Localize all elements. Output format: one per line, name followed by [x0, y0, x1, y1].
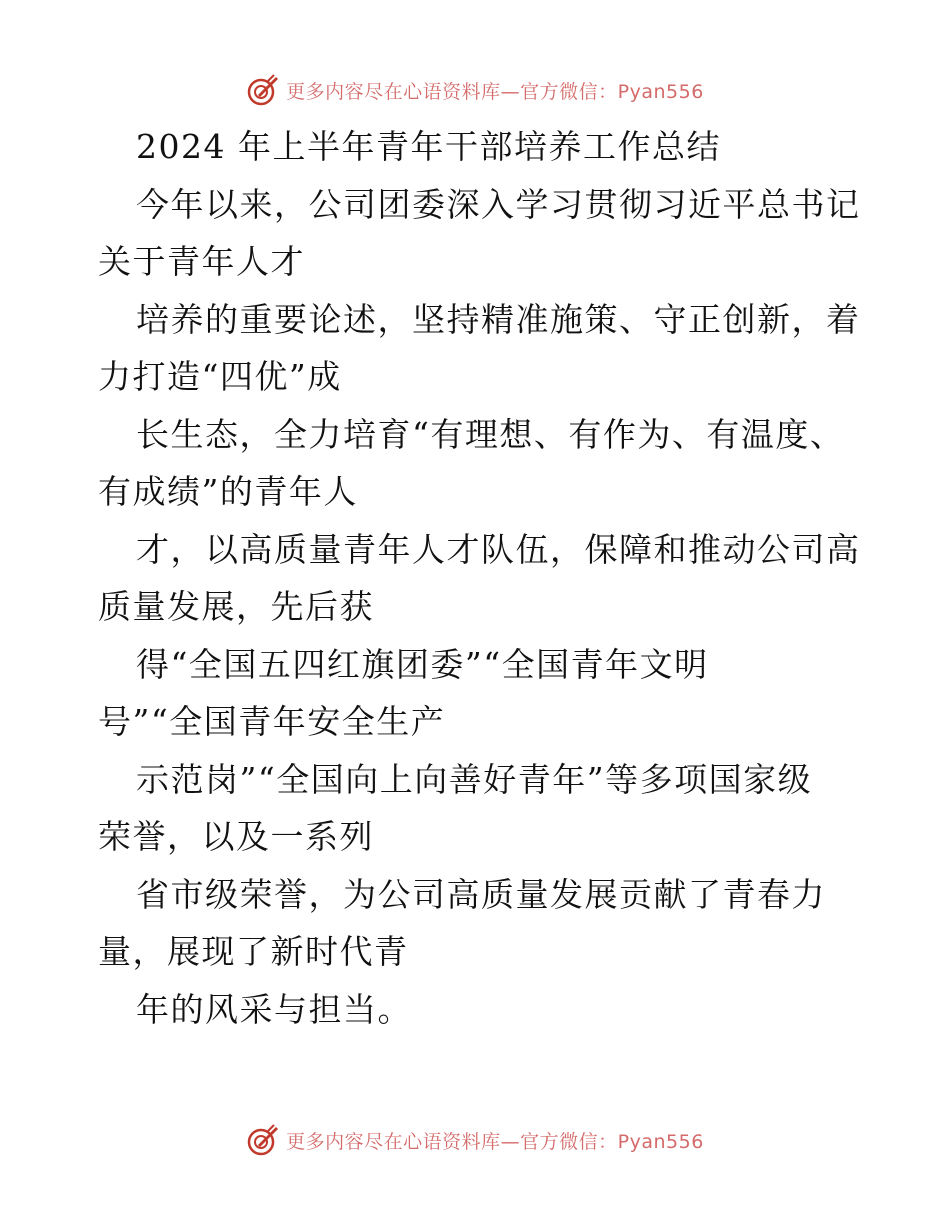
text-line: 力打造“四优”成	[98, 357, 342, 396]
text-line: 荣誉，以及一系列	[98, 817, 374, 856]
text-line: 得“全国五四红旗团委”“全国青年文明	[136, 644, 709, 684]
text-line: 才，以高质量青年人才队伍，保障和推动公司高	[136, 529, 861, 569]
watermark-text: 更多内容尽在心语资料库—官方微信：Pyan556	[286, 1130, 704, 1153]
footer-watermark	[0, 1120, 950, 1160]
text-line: 年的风采与担当。	[136, 989, 412, 1029]
text-line: 有成绩”的青年人	[98, 472, 358, 511]
text-line: 长生态，全力培育“有理想、有作为、有温度、	[136, 414, 845, 454]
text-line: 号”“全国青年安全生产	[98, 702, 446, 741]
document-body	[98, 118, 861, 1038]
text-line: 质量发展，先后获	[98, 587, 374, 626]
text-line: 今年以来，公司团委深入学习贯彻习近平总书记	[136, 184, 861, 224]
document-title: 2024 年上半年青年干部培养工作总结	[136, 127, 721, 166]
text-line: 示范岗”“全国向上向善好青年”等多项国家级	[136, 759, 813, 799]
quill-logo-icon	[246, 73, 280, 107]
text-line: 量，展现了新时代青	[98, 932, 409, 971]
quill-logo-icon	[246, 1123, 280, 1157]
text-line: 关于青年人才	[98, 242, 305, 281]
watermark-text: 更多内容尽在心语资料库—官方微信：Pyan556	[286, 80, 704, 103]
text-line: 省市级荣誉，为公司高质量发展贡献了青春力	[136, 874, 826, 914]
header-watermark	[0, 70, 950, 110]
text-line: 培养的重要论述，坚持精准施策、守正创新，着	[136, 299, 861, 339]
